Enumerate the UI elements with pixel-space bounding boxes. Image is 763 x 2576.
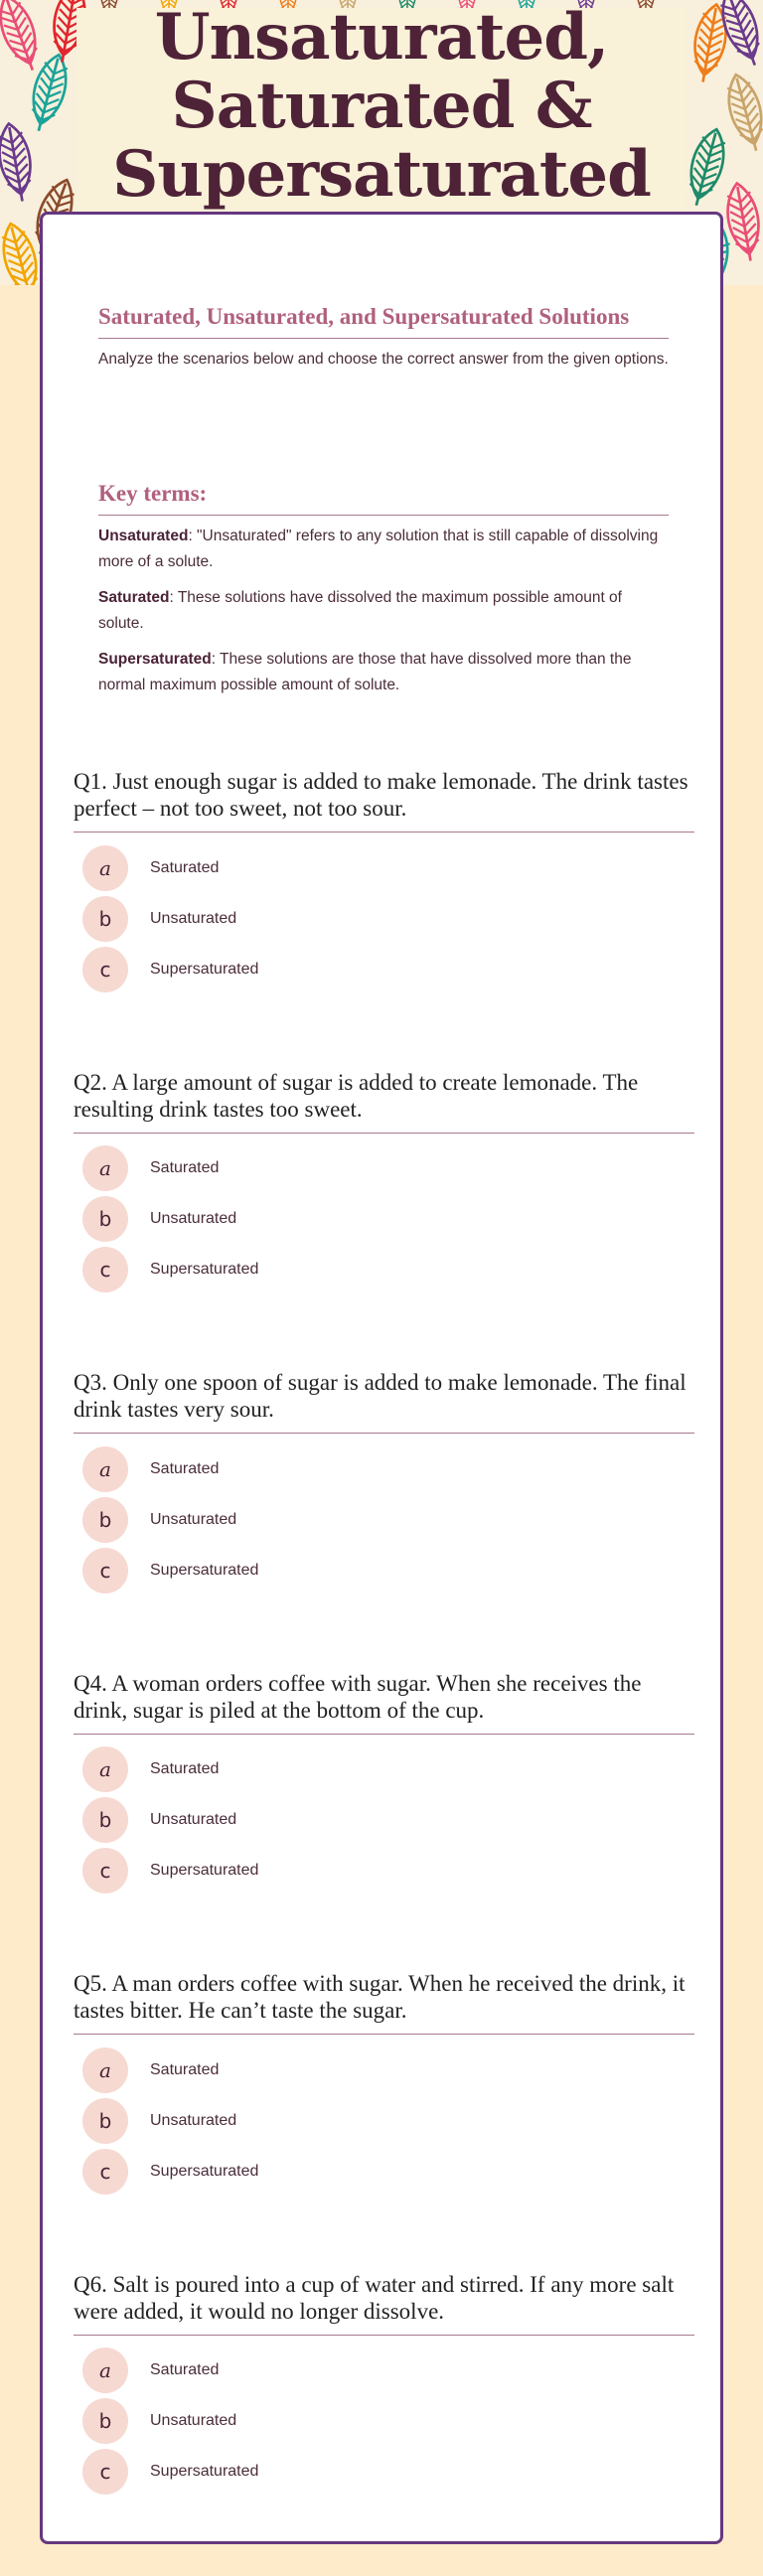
option-label: Unsaturated [150,1811,237,1828]
question-text: Q6. Salt is poured into a cup of water and stirred. If any more salt were added, it would no longer dissolve. [74,2271,694,2336]
answer-options [74,2045,694,2197]
intro-section [98,304,669,373]
term-definition: : These solutions have dissolved the maximum possible amount of solute. [98,589,622,632]
answer-options [74,842,694,994]
option-label: Saturated [150,2060,220,2078]
question-text: Q4. A woman orders coffee with sugar. When she receives the drink, sugar is piled at the bottom of the cup. [74,1670,694,1735]
answer-option[interactable] [74,1194,694,1245]
intro-heading: Saturated, Unsaturated, and Supersaturated Solutions [98,304,669,339]
page-title [76,0,687,212]
option-label: Unsaturated [150,909,237,927]
leaf-icon [682,125,730,209]
option-letter-badge: b [82,896,128,942]
option-label: Supersaturated [150,960,259,978]
leaf-icon [24,51,73,134]
option-label: Supersaturated [150,1561,259,1579]
option-letter-badge: c [82,1247,128,1292]
answer-option[interactable] [74,944,694,994]
leaf-icon [721,71,763,154]
option-letter-badge: b [82,1196,128,1242]
option-letter-badge: a [82,1746,128,1792]
answer-option[interactable] [74,1143,694,1194]
question-4 [74,1670,694,1968]
answer-options [74,2346,694,2498]
answer-options [74,1443,694,1595]
option-letter-badge: a [82,845,128,891]
question-3 [74,1369,694,1667]
answer-option[interactable] [74,1494,694,1545]
option-letter-badge: c [82,1548,128,1593]
option-letter-badge: b [82,1797,128,1843]
answer-options [74,1744,694,1896]
option-label: Unsaturated [150,1510,237,1528]
answer-option[interactable] [74,842,694,893]
answer-option[interactable] [74,2396,694,2447]
option-label: Saturated [150,1760,220,1777]
answer-option[interactable] [74,893,694,944]
option-label: Saturated [150,1459,220,1477]
question-6 [74,2271,694,2569]
answer-option[interactable] [74,1744,694,1795]
key-term-supersaturated [98,647,669,698]
worksheet-card [40,212,723,2544]
option-label: Saturated [150,2361,220,2378]
key-terms-heading: Key terms: [98,481,669,516]
question-2 [74,1069,694,1367]
term-label: Supersaturated [98,651,212,668]
answer-option[interactable] [74,2045,694,2095]
answer-option[interactable] [74,2146,694,2197]
option-letter-badge: c [82,947,128,992]
option-label: Saturated [150,858,220,876]
answer-option[interactable] [74,1245,694,1295]
option-letter-badge: b [82,1497,128,1543]
option-label: Supersaturated [150,1261,259,1278]
option-letter-badge: b [82,2098,128,2144]
answer-option[interactable] [74,1545,694,1595]
title-line: Unsaturated, [154,0,609,75]
title-line: Saturated & [171,69,592,143]
term-definition: : "Unsaturated" refers to any solution that is still capable of dissolving more of a solute. [98,528,659,570]
question-text: Q2. A large amount of sugar is added to create lemonade. The resulting drink tastes too sweet. [74,1069,694,1134]
question-text: Q1. Just enough sugar is added to make lemonade. The drink tastes perfect – not too sweet, not too sour. [74,768,694,833]
answer-option[interactable] [74,2095,694,2146]
answer-option[interactable] [74,1443,694,1494]
question-5 [74,1970,694,2268]
key-terms-section [98,481,669,698]
option-letter-badge: c [82,1848,128,1894]
answer-options [74,1143,694,1295]
question-1 [74,768,694,1066]
answer-option[interactable] [74,2447,694,2498]
leaf-icon [0,0,47,76]
option-label: Supersaturated [150,2463,259,2480]
key-term-unsaturated [98,524,669,575]
question-text: Q3. Only one spoon of sugar is added to make lemonade. The final drink tastes very sour. [74,1369,694,1434]
option-label: Unsaturated [150,2111,237,2129]
option-label: Saturated [150,1159,220,1176]
answer-option[interactable] [74,2346,694,2396]
option-letter-badge: a [82,1446,128,1492]
option-letter-badge: c [82,2449,128,2495]
term-label: Saturated [98,589,170,606]
leaf-icon [0,121,37,204]
option-letter-badge: a [82,1145,128,1191]
option-label: Unsaturated [150,1210,237,1227]
option-letter-badge: a [82,2047,128,2093]
option-letter-badge: a [82,2348,128,2393]
option-letter-badge: b [82,2398,128,2444]
title-line: Supersaturated [112,137,651,212]
option-label: Supersaturated [150,2162,259,2180]
option-letter-badge: c [82,2149,128,2195]
key-term-saturated [98,585,669,637]
question-text: Q5. A man orders coffee with sugar. When he received the drink, it tastes bitter. He can’t taste the sugar. [74,1970,694,2035]
term-label: Unsaturated [98,528,189,544]
term-definition: : These solutions are those that have dissolved more than the normal maximum possible amount of solute. [98,651,632,693]
answer-option[interactable] [74,1795,694,1846]
intro-text: Analyze the scenarios below and choose the correct answer from the given options. [98,351,669,368]
answer-option[interactable] [74,1846,694,1896]
option-label: Unsaturated [150,2412,237,2429]
option-label: Supersaturated [150,1862,259,1879]
